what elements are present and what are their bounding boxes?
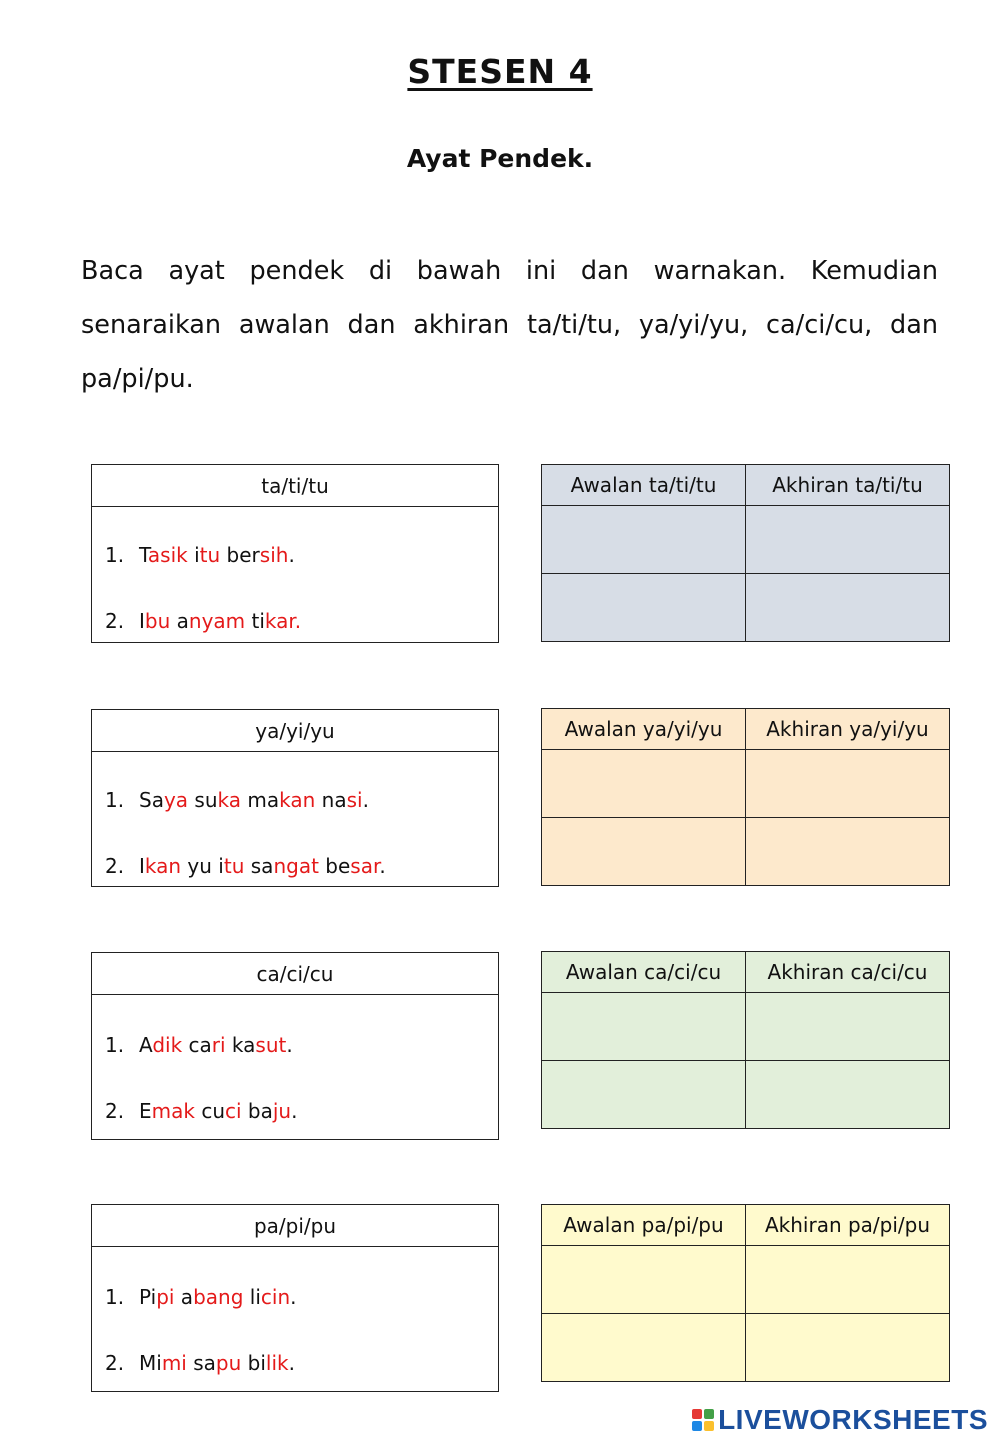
sentence-text: A xyxy=(139,1033,153,1057)
sentence-item xyxy=(105,609,301,633)
sentence-number: 2. xyxy=(105,609,125,633)
highlighted-syllable: tu xyxy=(199,543,221,567)
highlighted-syllable: kan xyxy=(279,788,316,812)
sentence-text: ma xyxy=(241,788,280,812)
sentence-text: yu i xyxy=(181,854,224,878)
sentence-box-header: ca/ci/cu xyxy=(92,953,498,995)
highlighted-syllable: . xyxy=(294,609,302,633)
sentence-text: I xyxy=(139,854,145,878)
highlighted-syllable: sar xyxy=(350,854,380,878)
answer-table-ta-ti-tu xyxy=(541,464,950,642)
sentence-number: 1. xyxy=(105,1033,125,1057)
highlighted-syllable: kan xyxy=(144,854,182,878)
answer-cell[interactable] xyxy=(542,506,746,574)
sentence-number: 2. xyxy=(105,1099,125,1123)
sentence-text: Pi xyxy=(139,1285,157,1309)
sentence-text: ca xyxy=(182,1033,212,1057)
sentence-text: . xyxy=(379,854,386,878)
sentence-text: ber xyxy=(220,543,260,567)
sentence-text: . xyxy=(286,1033,293,1057)
sentence-text: . xyxy=(288,1351,295,1375)
answer-cell[interactable] xyxy=(542,750,746,818)
sentence-number: 1. xyxy=(105,543,125,567)
highlighted-syllable: bang xyxy=(193,1285,244,1309)
answer-cell[interactable] xyxy=(542,993,746,1061)
highlighted-syllable: nyam xyxy=(188,609,246,633)
highlighted-syllable: ri xyxy=(211,1033,226,1057)
sentence-text: ba xyxy=(241,1099,273,1123)
sentence-text: ti xyxy=(245,609,265,633)
answer-cell[interactable] xyxy=(746,1246,950,1314)
liveworksheets-logo-icon xyxy=(692,1409,714,1431)
liveworksheets-logo xyxy=(692,1404,988,1436)
highlighted-syllable: pi xyxy=(156,1285,175,1309)
sentence-box-pa-pi-pu xyxy=(91,1204,499,1392)
answer-table-ca-ci-cu xyxy=(541,951,950,1129)
sentence-box-ta-ti-tu xyxy=(91,464,499,643)
highlighted-syllable: dik xyxy=(152,1033,183,1057)
answer-cell[interactable] xyxy=(542,818,746,886)
sentence-item xyxy=(105,543,295,567)
sentence-item xyxy=(105,854,386,878)
sentence-number: 2. xyxy=(105,854,125,878)
sentence-item xyxy=(105,788,369,812)
sentence-number: 1. xyxy=(105,1285,125,1309)
sentence-text: ka xyxy=(225,1033,256,1057)
sentence-text: na xyxy=(315,788,347,812)
answer-cell[interactable] xyxy=(746,574,950,642)
sentence-item xyxy=(105,1099,297,1123)
answer-cell[interactable] xyxy=(542,1246,746,1314)
sentence-text: T xyxy=(139,543,148,567)
highlighted-syllable: ngat xyxy=(273,854,319,878)
highlighted-syllable: asik xyxy=(147,543,188,567)
sentence-box-ca-ci-cu xyxy=(91,952,499,1140)
sentence-text: . xyxy=(291,1099,298,1123)
sentence-text: Sa xyxy=(139,788,164,812)
sentence-number: 2. xyxy=(105,1351,125,1375)
sentence-text: . xyxy=(290,1285,297,1309)
page-title: STESEN 4 xyxy=(407,52,593,91)
sentence-text: bi xyxy=(241,1351,266,1375)
answer-cell[interactable] xyxy=(542,574,746,642)
sentence-text: su xyxy=(188,788,218,812)
highlighted-syllable: sih xyxy=(259,543,289,567)
answer-header-awalan: Awalan ya/yi/yu xyxy=(542,709,746,750)
sentence-text: i xyxy=(194,543,200,567)
highlighted-syllable: sut xyxy=(255,1033,287,1057)
highlighted-syllable: ci xyxy=(225,1099,242,1123)
answer-cell[interactable] xyxy=(746,1061,950,1129)
sentence-text: be xyxy=(318,854,351,878)
answer-header-akhiran: Akhiran ca/ci/cu xyxy=(746,952,950,993)
answer-cell[interactable] xyxy=(542,1061,746,1129)
sentence-item xyxy=(105,1033,293,1057)
sentence-text: E xyxy=(139,1099,152,1123)
instruction-text: Baca ayat pendek di bawah ini dan warnakan. Kemudian senaraikan awalan dan akhiran ta/ti/tu, ya/yi/yu, ca/ci/cu, dan pa/pi/pu. xyxy=(81,256,938,394)
sentence-text: li xyxy=(243,1285,261,1309)
answer-cell[interactable] xyxy=(542,1314,746,1382)
highlighted-syllable: ka xyxy=(217,788,241,812)
highlighted-syllable: mak xyxy=(151,1099,195,1123)
highlighted-syllable: si xyxy=(346,788,363,812)
highlighted-syllable: ya xyxy=(163,788,189,812)
highlighted-syllable: mi xyxy=(161,1351,187,1375)
highlighted-syllable: ju xyxy=(272,1099,292,1123)
sentence-box-header: pa/pi/pu xyxy=(92,1205,498,1247)
sentence-text: sa xyxy=(244,854,274,878)
highlighted-syllable: lik xyxy=(265,1351,289,1375)
answer-header-awalan: Awalan ta/ti/tu xyxy=(542,465,746,506)
sentence-item xyxy=(105,1351,295,1375)
answer-cell[interactable] xyxy=(746,1314,950,1382)
answer-header-awalan: Awalan ca/ci/cu xyxy=(542,952,746,993)
sentence-number: 1. xyxy=(105,788,125,812)
answer-table-pa-pi-pu xyxy=(541,1204,950,1382)
sentence-text: sa xyxy=(186,1351,216,1375)
answer-cell[interactable] xyxy=(746,818,950,886)
answer-cell[interactable] xyxy=(746,506,950,574)
answer-header-akhiran: Akhiran pa/pi/pu xyxy=(746,1205,950,1246)
sentence-box-header: ya/yi/yu xyxy=(92,710,498,752)
highlighted-syllable: bu xyxy=(144,609,171,633)
highlighted-syllable: cin xyxy=(260,1285,291,1309)
answer-cell[interactable] xyxy=(746,993,950,1061)
sentence-text: I xyxy=(139,609,145,633)
answer-header-akhiran: Akhiran ya/yi/yu xyxy=(746,709,950,750)
highlighted-syllable: kar xyxy=(264,609,295,633)
sentence-text: cu xyxy=(194,1099,225,1123)
sentence-item xyxy=(105,1285,296,1309)
highlighted-syllable: tu xyxy=(223,854,245,878)
watermark-text: LIVEWORKSHEETS xyxy=(718,1404,988,1435)
answer-header-akhiran: Akhiran ta/ti/tu xyxy=(746,465,950,506)
highlighted-syllable: pu xyxy=(215,1351,242,1375)
sentence-box-ya-yi-yu xyxy=(91,709,499,887)
sentence-text: . xyxy=(362,788,369,812)
sentence-text: a xyxy=(174,1285,194,1309)
sentence-text: Mi xyxy=(139,1351,162,1375)
answer-table-ya-yi-yu xyxy=(541,708,950,886)
answer-header-awalan: Awalan pa/pi/pu xyxy=(542,1205,746,1246)
answer-cell[interactable] xyxy=(746,750,950,818)
sentence-text: a xyxy=(176,609,189,633)
sentence-box-header: ta/ti/tu xyxy=(92,465,498,507)
page-subtitle: Ayat Pendek. xyxy=(406,144,594,173)
sentence-text: . xyxy=(288,543,295,567)
